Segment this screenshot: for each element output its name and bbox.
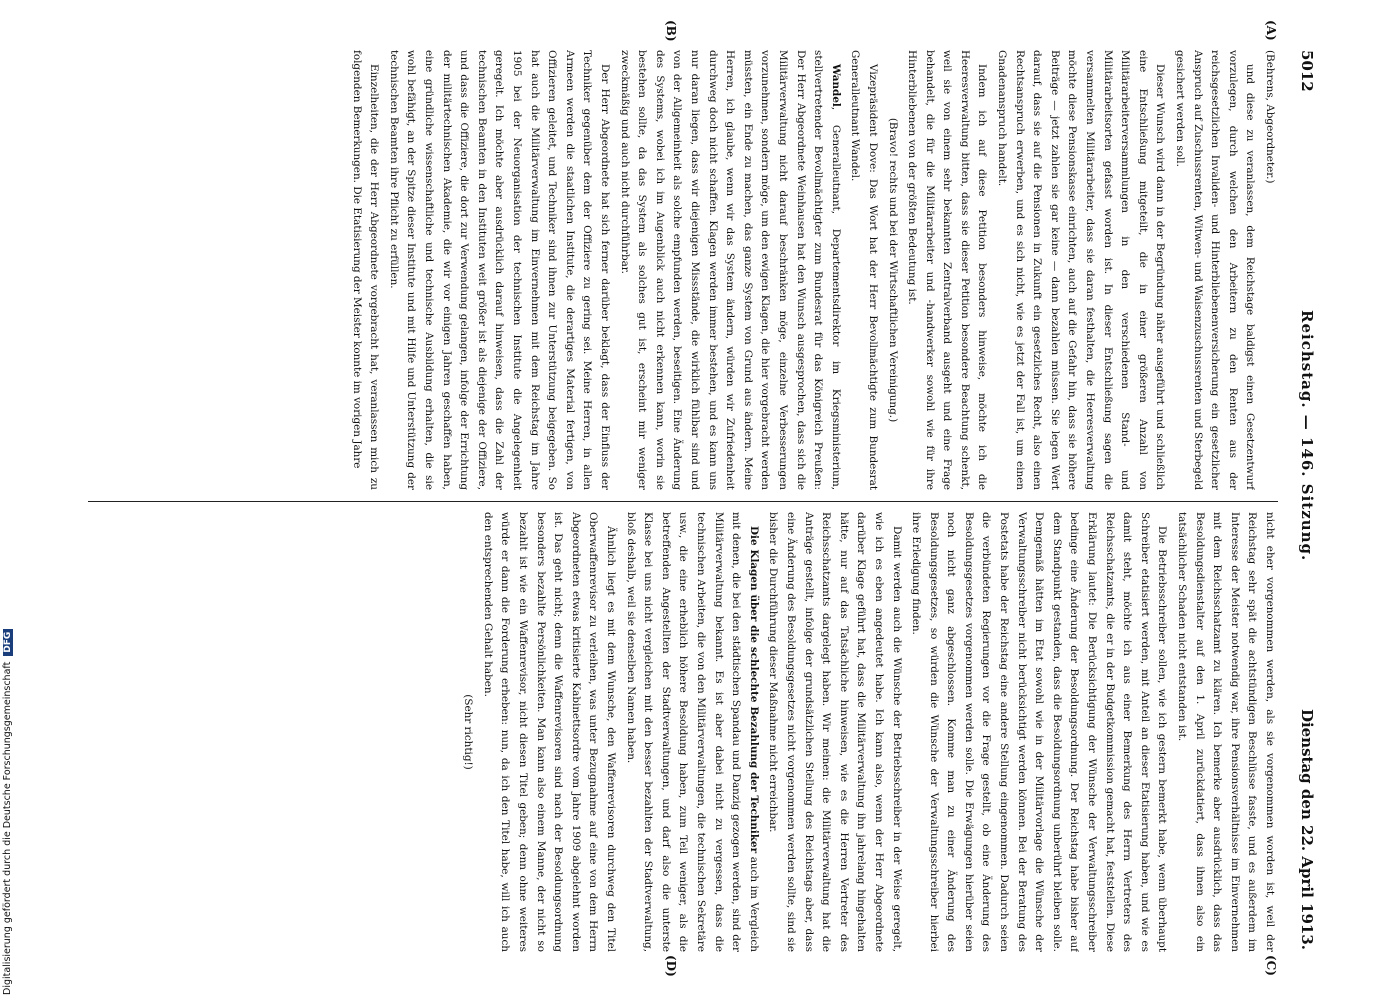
funding-text: Digitalisierung gefördert durch die Deutsche Forschungsgemeinschaft (2, 661, 13, 995)
session-title: Reichstag. — 146. Sitzung. (1298, 310, 1316, 562)
paragraph: und diese zu veranlassen, dem Reichstage baldigst einen Gesetzentwurf vorzulegen, durch welchen den Arbeitern zu den Renten aus der reichsgesetzlichen Invaliden- und Hinterbliebenenversicherung ein gesetzlicher Anspruch auf Zuschussrenten, Witwen- und Waisenzuschussrenten und Sterbegeld gesichert werden soll. (1174, 50, 1257, 490)
speaker-name: Wandel (829, 64, 842, 107)
paragraph (615, 50, 844, 490)
page-number: 5012 (1298, 50, 1316, 92)
rotated-page (78, 20, 1318, 977)
bold-lead: Die Klagen über die schlechte Bezahlung der Techniker (747, 526, 760, 854)
digitization-note (2, 0, 13, 995)
applause-note: (Bravo! rechts und bei der Wirtschaftlichen Vereinigung.) (886, 117, 899, 423)
dfg-logo: DFG (3, 629, 13, 656)
paragraph: Die Betriebsschreiber sollen, wie ich gestern bemerkt habe, wenn überhaupt Schreiber etatisiert werden, mit Anteil an dieser Etatisierung haben, und wie es damit steht, möchte ich aus einer Bemerkung des Herrn Vertreters des Reichsschatzamts, die er in der Budgetkommission gemacht hat, feststellen. Diese Erklärung lautet: Die Berücksichtigung der Wünsche der Verwaltungsschreiber bedinge eine Änderung der Besoldungsordnung. Der Reichstag habe bisher auf dem Standpunkt gestanden, dass die Besoldungsordnung unberührt bleiben solle. Demgemäß hätten im Etat sowohl wie in der Militärvorlage die Wünsche der Verwaltungsschreiber nicht berücksichtigt werden können. Bei der Beratung des Postetats habe der Reichstag eine andere Stellung eingenommen. Dadurch seien die verbündeten Regierungen vor die Frage gestellt, ob eine Änderung des Besoldungsgesetzes vorgenommen werden solle. Die Erwägungen hierüber seien noch nicht ganz abgeschlossen. Komme man zu einer Änderung des Besoldungsgesetzes, so würden die Wünsche der Verwaltungsschreiber hierbei ihre Erledigung finden. (910, 512, 1169, 952)
paragraph: Der Herr Abgeordnete hat sich ferner darüber beklagt, dass der Einfluss der Techniker gegenüber dem der Offiziere zu gering sei. Meine Herren, in allen Armeen werden die staatlichen Institute, die derartiges Material fertigen, von Offizieren geleitet, und Techniker sind ihnen zur Unterstützung beigegeben. So hat auch die Militärverwaltung im Einvernehmen mit dem Reichstag im Jahre 1905 bei der Neuorganisation der technischen Institute die Angelegenheit geregelt. Ich möchte aber ausdrücklich darauf hinweisen, dass die Zahl der technischen Beamten in den Instituten weit größer ist als diejenige der Offiziere, und dass die Offiziere, die dort zur Verwendung gelangen, infolge der Errichtung der militärtechnischen Akademie, die wir vor einigen Jahren geschaffen haben, eine gründliche wissenschaftliche und technische Ausbildung erhalten, die sie wohl befähigt, an der Spitze dieser Institute und mit Hilfe und Unterstützung der technischen Beamten ihre Pflicht zu erfüllen. (387, 50, 612, 490)
speech-text: , Generalleutnant, Departementsdirektor im Kriegsministerium, stellvertretender Bevollmächtigter zum Bundesrat für das Königreich Preußen: Der Herr Abgeordnete Weinhausen hat den Wunsch ausgesprochen, dass sich die Militärverwaltung nicht darauf beschränken möge, einzelne Verbesserungen vorzunehmen, sondern möge, um den ewigen Klagen, die hier vorgebracht werden müssten, ein Ende zu machen, das ganze System von Grund aus ändern. Meine Herren, ich glaube, wenn wir das System ändern, würden wir Zufriedenheit durchweg doch nicht schaffen. Klagen werden immer bestehen, und es kann uns nur daran liegen, dass wir diejenigen Missstände, die wirklich fühlbar sind und von der Allgemeinheit als solche empfunden werden, beseitigen. Eine Änderung des Systems, wobei ich im Augenblick auch nicht erkennen kann, worin sie bestehen sollte, da das System als solches gut ist, erscheint mir weniger zweckmäßig und auch nicht durchführbar. (618, 50, 842, 490)
left-column (88, 50, 1278, 490)
right-column (88, 512, 1278, 952)
margin-mark-c: (C) (1264, 955, 1278, 976)
column-divider (88, 501, 1278, 502)
session-date: Dienstag den 22. April 1913. (1298, 708, 1316, 950)
applause-note: (Sehr richtig!) (462, 694, 475, 770)
margin-mark-d: (D) (664, 955, 678, 977)
margin-mark-b: (B) (664, 20, 678, 42)
paragraph: Ähnlich liegt es mit dem Wunsche, den Waffenrevisoren durchweg den Titel Oberwaffenrevisor zu verleihen, was unter Bezugnahme auf eine von dem Herrn Abgeordneten etwas kritisierte Kabinettsordre vom Jahre 1909 abgelehnt worden ist. Das geht nicht; denn die Waffenrevisoren sind nach der Besoldungsordnung besonders bezahlte Persönlichkeiten. Man kann also einem Manne, der nicht so bezahlt ist wie ein Waffenrevisor, nicht diesen Titel geben; denn ohne weiteres würde er dann die Forderung erheben: nun, da ich den Titel habe, will ich auch den entsprechenden Gehalt haben. (481, 512, 618, 952)
paragraph: Einzelheiten, die der Herr Abgeordnete vorgebracht hat, veranlassen mich zu folgenden Bemerkungen. Die Etatisierung der Meister konnte im vorigen Jahre (350, 50, 381, 490)
paragraph: Dieser Wunsch wird dann in der Begründung näher ausgeführt und schließlich eine Entschließung mitgeteilt, die in einer größeren Anzahl von Militärarbeiterversammlungen in den verschiedenen Stand- und Militärarbeitsorten gefasst worden ist. In dieser Entschließung sagen die versammelten Militärarbeiter, dass sie daran festhalten, die Heeresverwaltung möchte diese Pensionskasse einrichten, auch auf die Gefahr hin, dass sie höhere Beiträge — jetzt zahlen sie gar keine — dann bezahlen müssen. Sie legen Wert darauf, dass sie auf die Pensionen in Zukunft ein gesetzliches Recht, also einen Rechtsanspruch erwerben, und es sich nicht, wie es jetzt der Fall ist, um einen Gnadenanspruch handelt. (996, 50, 1167, 490)
margin-mark-a: (A) (1264, 20, 1278, 41)
paragraph: Indem ich auf diese Petition besonders hinweise, möchte ich die Heeresverwaltung bitten, dass sie dieser Petition besondere Beachtung schenkt, weil sie von einem sehr bekannten Zentralverband ausgeht und eine Frage behandelt, die für die Militärarbeiter und -handwerker sowohl wie für ihre Hinterbliebenen von der größten Bedeutung ist. (906, 50, 989, 490)
chair-intro: Vizepräsident Dove: Das Wort hat der Herr Bevollmächtigte zum Bundesrat Generalleutnant Wandel. (849, 50, 879, 490)
paragraph-text: auch im Vergleich mit denen, die bei den städtischen Spandau und Danzig gezogen werden, sind der Militärverwaltung bekannt. Es ist aber dabei nicht zu vergessen, dass die technischen Arbeiten, die von den Militärverwaltungen, die technischen Sekretäre usw., die eine erheblich höhere Besoldung haben, zum Teil weniger, als die betreffenden Angestellten der Stadtverwaltungen, und darf also die unterste Klasse bei uns nicht vergleichen mit den besser bezahlten der Stadtverwaltung, bloß deshalb, weil sie denselben Namen haben. (624, 512, 760, 952)
speaker-tag: (Behrens, Abgeordneter.) (1264, 50, 1276, 184)
page-header (1288, 50, 1318, 950)
paragraph: Damit werden auch die Wünsche der Betriebsschreiber in der Weise geregelt, wie ich es eben angedeutet habe. Ich kann also, wenn der Herr Abgeordnete darüber Klage geführt hat, dass die Militärverwaltung ihn jahrelang hingehalten hätte, nur auf das Tatsächliche hinweisen, wie es die Herren Vertreter des Reichsschatzamts dargelegt haben. Wir meinen: die Militärverwaltung hat die Anträge gestellt, infolge der grundsätzlichen Stellung des Reichstags aber, dass eine Änderung des Besoldungsgesetzes nicht vorgenommen werden sollte, sind sie bisher die Durchführung dieser Maßnahme nicht erreichbar. (767, 512, 903, 952)
paragraph (621, 512, 762, 952)
paragraph: nicht eher vorgenommen werden, als sie vorgenommen worden ist, weil der Reichstag sehr spät die achtstündigen Beschlüsse fasste, und es außerdem im Interesse der Meister notwendig war, ihre Pensionsverhältnisse im Einvernehmen mit dem Reichsschatzamt zu klären. Ich bemerke aber ausdrücklich, dass das Besoldungsdienstalter auf den 1. April zurückdatiert, dass ihnen also ein tatsächlicher Schaden nicht entstanden ist. (1176, 512, 1276, 952)
